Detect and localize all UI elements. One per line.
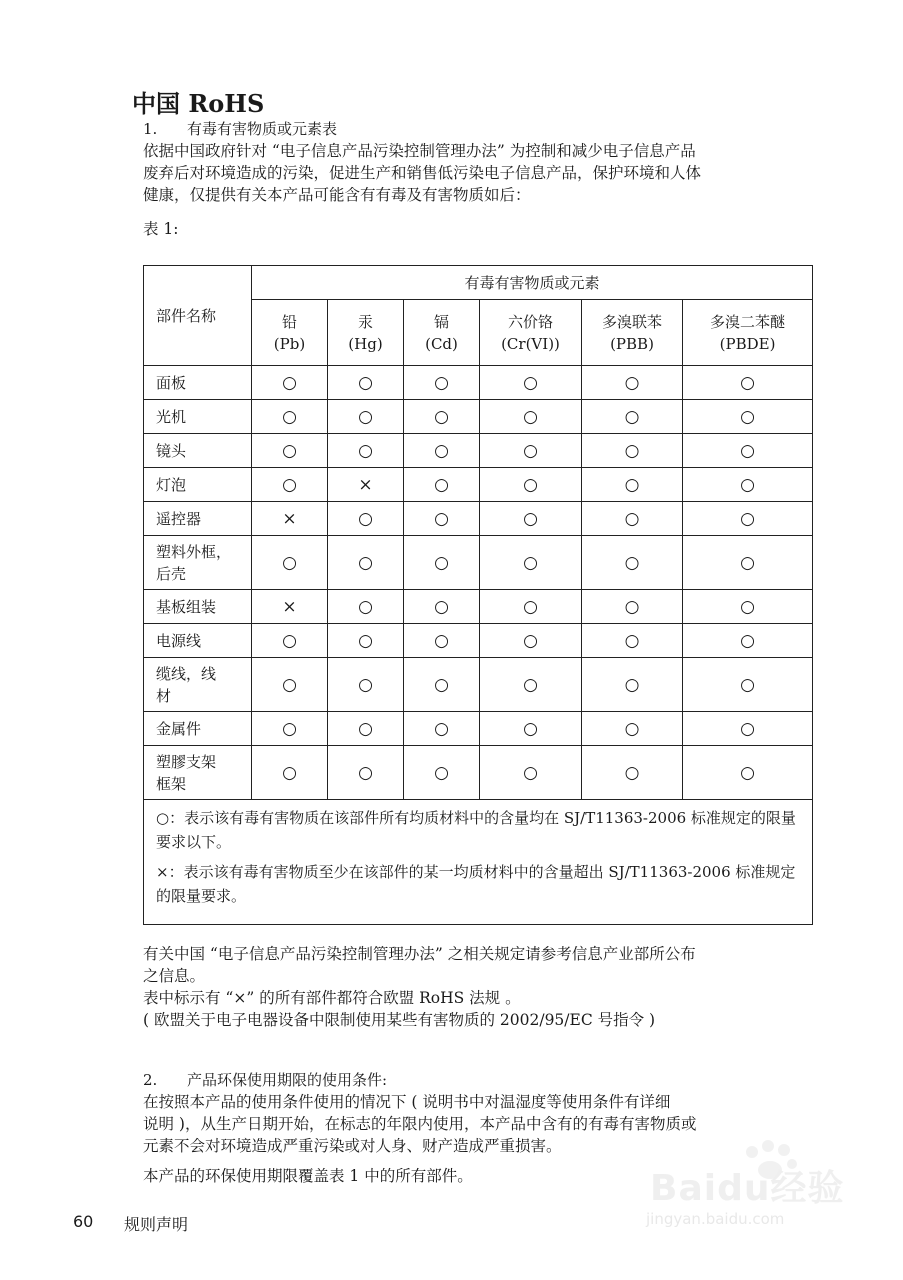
section-2-title: 产品环保使用期限的使用条件: xyxy=(187,1071,388,1089)
substance-status-cell: ○ xyxy=(328,502,404,536)
table-row xyxy=(144,434,813,468)
substance-status-cell: ○ xyxy=(582,712,683,746)
substance-status-cell: ○ xyxy=(328,746,404,800)
substance-status-cell: ○ xyxy=(252,712,328,746)
table-row xyxy=(144,658,813,712)
substance-status-cell: ○ xyxy=(404,536,480,590)
substance-status-cell: ○ xyxy=(683,624,813,658)
table-row xyxy=(144,712,813,746)
substance-status-cell: ○ xyxy=(582,502,683,536)
substance-status-cell: ○ xyxy=(480,434,582,468)
table-label: 表 1: xyxy=(143,220,179,238)
table-row xyxy=(144,590,813,624)
substance-status-cell: ○ xyxy=(252,468,328,502)
substance-status-cell: ○ xyxy=(683,746,813,800)
element-symbol: (PBDE) xyxy=(719,334,776,353)
substance-status-cell: ○ xyxy=(404,366,480,400)
substance-status-cell: ○ xyxy=(328,400,404,434)
substance-status-cell: ○ xyxy=(328,434,404,468)
substance-status-cell: ○ xyxy=(252,434,328,468)
substance-status-cell: ○ xyxy=(683,400,813,434)
part-name-cell: 灯泡 xyxy=(144,468,252,502)
element-name: 六价铬 xyxy=(507,312,553,331)
substance-status-cell: ○ xyxy=(480,624,582,658)
substance-status-cell: ○ xyxy=(582,400,683,434)
substance-status-cell: ○ xyxy=(252,658,328,712)
substance-status-cell: ○ xyxy=(683,434,813,468)
substance-status-cell: ○ xyxy=(404,468,480,502)
watermark-brand: Baidu经验 xyxy=(650,1168,845,1209)
after-table-line-3: ( 欧盟关于电子电器设备中限制使用某些有害物质的 2002/95/EC 号指令 ) xyxy=(143,1011,656,1029)
element-header xyxy=(252,300,328,366)
substance-status-cell: ○ xyxy=(582,366,683,400)
section-2-heading xyxy=(143,1069,387,1090)
table-row xyxy=(144,624,813,658)
section-2-last: 本产品的环保使用期限覆盖表 1 中的所有部件。 xyxy=(143,1167,473,1185)
rohs-table-body xyxy=(144,366,813,800)
element-symbol: (Pb) xyxy=(273,334,306,353)
section-2-para: 在按照本产品的使用条件使用的情况下 ( 说明书中对温湿度等使用条件有详细 说明 )，从生产日期开始，在标志的年限内使用，本产品中含有的有毒有害物质或 元素不会对环境造成严重污染或对人身、财产造成严重损害。 xyxy=(143,1093,697,1155)
substance-status-cell: ○ xyxy=(683,502,813,536)
element-header xyxy=(582,300,683,366)
element-symbol: (Cd) xyxy=(425,334,458,353)
watermark-url: jingyan.baidu.com xyxy=(646,1210,785,1228)
part-name-cell: 镜头 xyxy=(144,434,252,468)
element-header xyxy=(328,300,404,366)
substance-status-cell: ○ xyxy=(683,536,813,590)
part-name-cell: 塑料外框， 后壳 xyxy=(144,536,252,590)
substance-status-cell: ○ xyxy=(683,468,813,502)
substance-status-cell: ○ xyxy=(328,536,404,590)
substance-status-cell: ○ xyxy=(252,366,328,400)
substance-status-cell: ○ xyxy=(582,658,683,712)
note-circle: ○：表示该有毒有害物质在该部件所有均质材料中的含量均在 SJ/T11363-2006 标准规定的限量要求以下。 xyxy=(156,809,796,851)
substance-status-cell: × xyxy=(252,502,328,536)
table-row xyxy=(144,502,813,536)
note-cross: ×：表示该有毒有害物质至少在该部件的某一均质材料中的含量超出 SJ/T11363-2006 标准规定的限量要求。 xyxy=(156,863,796,905)
substance-status-cell: ○ xyxy=(328,658,404,712)
part-name-cell: 缆线，线 材 xyxy=(144,658,252,712)
substance-status-cell: ○ xyxy=(480,366,582,400)
substance-status-cell: ○ xyxy=(480,536,582,590)
element-symbol: (PBB) xyxy=(610,334,654,353)
part-name-cell: 金属件 xyxy=(144,712,252,746)
substance-status-cell: ○ xyxy=(582,590,683,624)
substance-status-cell: ○ xyxy=(480,590,582,624)
part-name-cell: 光机 xyxy=(144,400,252,434)
table-row xyxy=(144,400,813,434)
substance-status-cell: ○ xyxy=(252,400,328,434)
table-row xyxy=(144,366,813,400)
section-1-heading xyxy=(143,118,337,139)
element-name: 多溴联苯 xyxy=(601,312,662,331)
substance-status-cell: ○ xyxy=(252,746,328,800)
section-2-number: 2. xyxy=(143,1071,158,1089)
footer-label: 规则声明 xyxy=(124,1215,189,1234)
element-header xyxy=(480,300,582,366)
substance-status-cell: ○ xyxy=(582,746,683,800)
page-number: 60 xyxy=(73,1212,94,1231)
substance-status-cell: ○ xyxy=(480,468,582,502)
substance-status-cell: ○ xyxy=(683,712,813,746)
substance-status-cell: ○ xyxy=(404,658,480,712)
element-header xyxy=(404,300,480,366)
substance-status-cell: ○ xyxy=(404,434,480,468)
table-row xyxy=(144,746,813,800)
baidu-watermark xyxy=(640,1140,850,1240)
substance-status-cell: ○ xyxy=(404,712,480,746)
substance-status-cell: ○ xyxy=(328,624,404,658)
substance-status-cell: × xyxy=(252,590,328,624)
substance-status-cell: ○ xyxy=(480,502,582,536)
substance-status-cell: ○ xyxy=(683,658,813,712)
substance-status-cell: ○ xyxy=(404,746,480,800)
part-name-cell: 塑膠支架 框架 xyxy=(144,746,252,800)
substance-status-cell: ○ xyxy=(480,400,582,434)
substance-status-cell: ○ xyxy=(480,658,582,712)
part-name-cell: 面板 xyxy=(144,366,252,400)
rohs-table xyxy=(143,265,813,925)
substance-status-cell: ○ xyxy=(582,536,683,590)
substance-status-cell: ○ xyxy=(328,366,404,400)
element-name: 镉 xyxy=(433,312,449,331)
substance-status-cell: ○ xyxy=(404,400,480,434)
substance-status-cell: ○ xyxy=(582,624,683,658)
part-name-cell: 遥控器 xyxy=(144,502,252,536)
part-name-header: 部件名称 xyxy=(144,266,252,366)
element-name: 多溴二苯醚 xyxy=(710,312,786,331)
section-1-number: 1. xyxy=(143,120,158,138)
substance-status-cell: ○ xyxy=(404,502,480,536)
page-title: 中国 RoHS xyxy=(132,89,265,118)
after-table-para: 有关中国 “电子信息产品污染控制管理办法” 之相关规定请参考信息产业部所公布 之信息。 xyxy=(143,945,696,985)
substance-status-cell: × xyxy=(328,468,404,502)
substance-status-cell: ○ xyxy=(252,624,328,658)
substance-status-cell: ○ xyxy=(582,468,683,502)
substance-status-cell: ○ xyxy=(328,590,404,624)
substance-status-cell: ○ xyxy=(582,434,683,468)
element-symbol: (Cr(VI)) xyxy=(501,334,560,353)
part-name-cell: 基板组装 xyxy=(144,590,252,624)
section-1-title: 有毒有害物质或元素表 xyxy=(187,120,338,138)
substance-status-cell: ○ xyxy=(480,746,582,800)
table-notes xyxy=(144,800,813,925)
element-name: 铅 xyxy=(281,312,297,331)
part-name-cell: 电源线 xyxy=(144,624,252,658)
element-name: 汞 xyxy=(357,312,373,331)
substance-status-cell: ○ xyxy=(480,712,582,746)
after-table-line-2: 表中标示有 “×” 的所有部件都符合欧盟 RoHS 法规 。 xyxy=(143,989,521,1007)
table-row xyxy=(144,468,813,502)
substance-status-cell: ○ xyxy=(252,536,328,590)
substance-status-cell: ○ xyxy=(404,590,480,624)
table-row xyxy=(144,536,813,590)
element-header xyxy=(683,300,813,366)
substance-status-cell: ○ xyxy=(683,366,813,400)
element-symbol: (Hg) xyxy=(348,334,383,353)
substance-status-cell: ○ xyxy=(404,624,480,658)
section-1-intro: 依据中国政府针对 “电子信息产品污染控制管理办法” 为控制和减少电子信息产品 废弃后对环境造成的污染，促进生产和销售低污染电子信息产品，保护环境和人体 健康，仅提供有关本产品可能含有有毒及有害物质如后： xyxy=(143,142,702,204)
substance-status-cell: ○ xyxy=(328,712,404,746)
substance-status-cell: ○ xyxy=(683,590,813,624)
substance-group-header: 有毒有害物质或元素 xyxy=(252,266,813,300)
